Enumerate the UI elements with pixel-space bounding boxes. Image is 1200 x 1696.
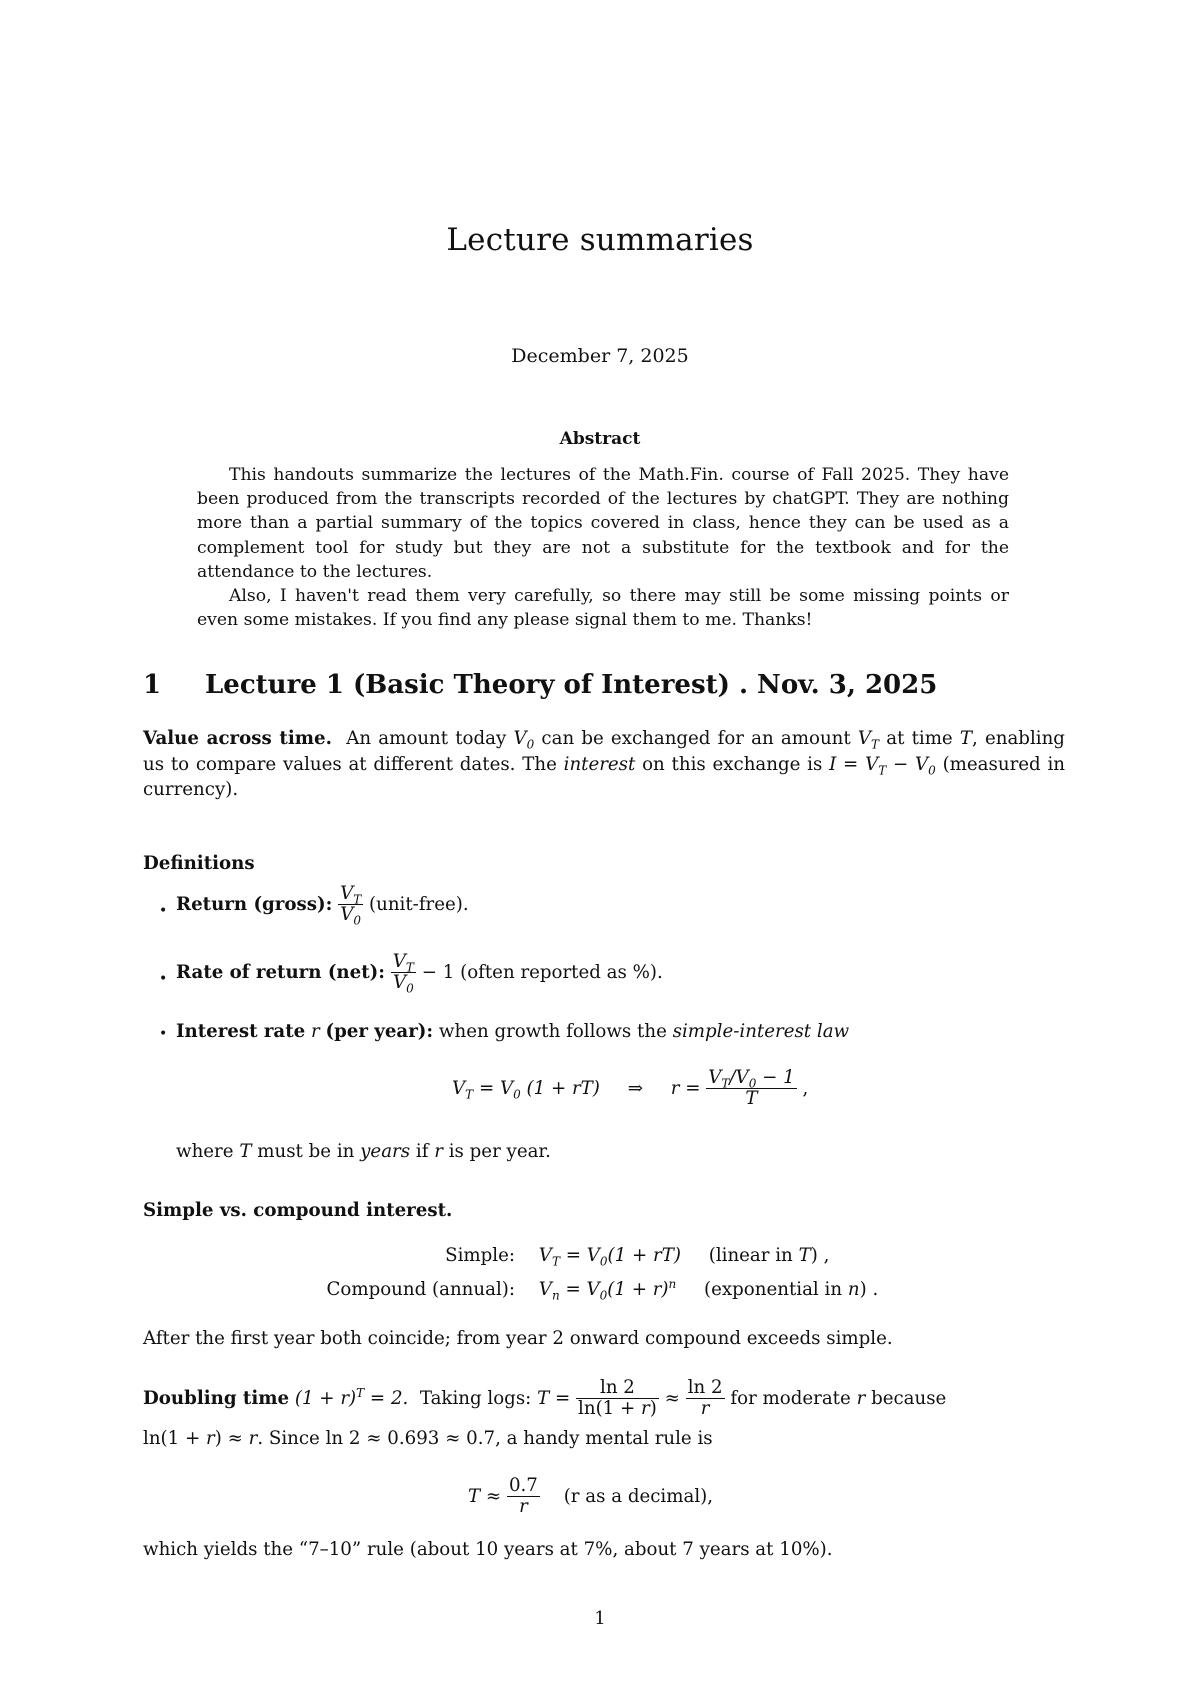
document-title: Lecture summaries — [446, 222, 754, 258]
page-number: 1 — [594, 1608, 606, 1629]
fraction-ln2-over-r: $\frac{\ln 2}{r}$ — [687, 1377, 723, 1419]
simple-equation: Simple: $V_T = V_0(1 + rT)$ (linear in T) , — [445, 1245, 830, 1269]
simple-vs-compound-heading: Simple vs. compound interest. — [143, 1200, 453, 1221]
document-date: December 7, 2025 — [511, 345, 689, 367]
section-number: 1 — [143, 670, 162, 700]
doubling-time-closing: which yields the “7–10” rule (about 10 years at 7%, about 7 years at 10%). — [143, 1539, 833, 1560]
doubling-time-paragraph: Doubling time $(1 + r)^T = 2$. Taking logs: T = $\frac{\ln 2}{\ln(1 + r)}$ ≈ $\frac{\ln 2}{r}$ for moderate r because — [143, 1377, 947, 1419]
fraction-07-over-r: $\frac{0.7}{r}$ — [508, 1475, 538, 1517]
section-title: Lecture 1 (Basic Theory of Interest) . Nov. 3, 2025 — [205, 670, 938, 700]
definition-where-note: where T must be in years if r is per year. — [176, 1141, 551, 1162]
fraction-vt-over-v0: $\frac{V_T}{V_0}$ — [340, 883, 362, 928]
doubling-rule-equation: T ≈ $\frac{0.7}{r}$ (r as a decimal), — [468, 1475, 714, 1517]
definition-return: Return (gross): $\frac{V_T}{V_0}$ (unit-free). — [176, 883, 469, 928]
abstract-paragraph-2: Also, I haven't read them very carefully, so there may still be some missing points or even some mistakes. If you find any please signal them to me. Thanks! — [197, 586, 1009, 631]
section-heading — [143, 670, 937, 700]
doubling-time-line-2: ln(1 + r) ≈ r. Since ln 2 ≈ 0.693 ≈ 0.7, a handy mental rule is — [143, 1428, 713, 1449]
simple-interest-equation: $V_T = V_0$ (1 + rT) ⇒ r = $\frac{V_T/V_0 - 1}{T}$ , — [452, 1067, 809, 1109]
definitions-heading: Definitions — [143, 853, 255, 874]
definition-rate-of-return: Rate of return (net): $\frac{V_T}{V_0}$ − 1 (often reported as %). — [176, 951, 663, 996]
bullet-dot: • — [159, 903, 168, 919]
bullet-dot: • — [159, 1026, 168, 1042]
fraction-vt-over-v0: $\frac{V_T}{V_0}$ — [392, 951, 414, 996]
abstract-body — [197, 463, 1009, 632]
simple-vs-compound-note: After the first year both coincide; from year 2 onward compound exceeds simple. — [143, 1328, 893, 1349]
definition-interest-rate: Interest rate r (per year): when growth follows the simple-interest law — [176, 1021, 850, 1042]
fraction-r: $\frac{V_T/V_0 - 1}{T}$ — [708, 1067, 795, 1109]
value-across-time-heading: Value across time. — [143, 728, 332, 749]
compound-equation: Compound (annual): $V_n = V_0(1 + r)^n$ (exponential in n) . — [326, 1276, 879, 1303]
value-across-time-paragraph: Value across time. An amount today $V_0$ can be exchanged for an amount $V_T$ at time T, enabling us to compare values at different dates. The interest on this exchange is $I = V_T - V_0$ (measured in currency). — [143, 728, 1065, 800]
abstract-heading: Abstract — [559, 429, 641, 449]
bullet-dot: • — [159, 971, 168, 987]
abstract-paragraph-1: This handouts summarize the lectures of the Math.Fin. course of Fall 2025. They have been produced from the transcripts recorded of the lectures by chatGPT. They are nothing more than a partial summary of the topics covered in class, hence they can be used as a complement tool for study but they are not a substitute for the textbook and for the attendance to the lectures. — [197, 465, 1009, 582]
fraction-ln2-over-ln1r: $\frac{\ln 2}{\ln(1 + r)}$ — [578, 1377, 657, 1419]
